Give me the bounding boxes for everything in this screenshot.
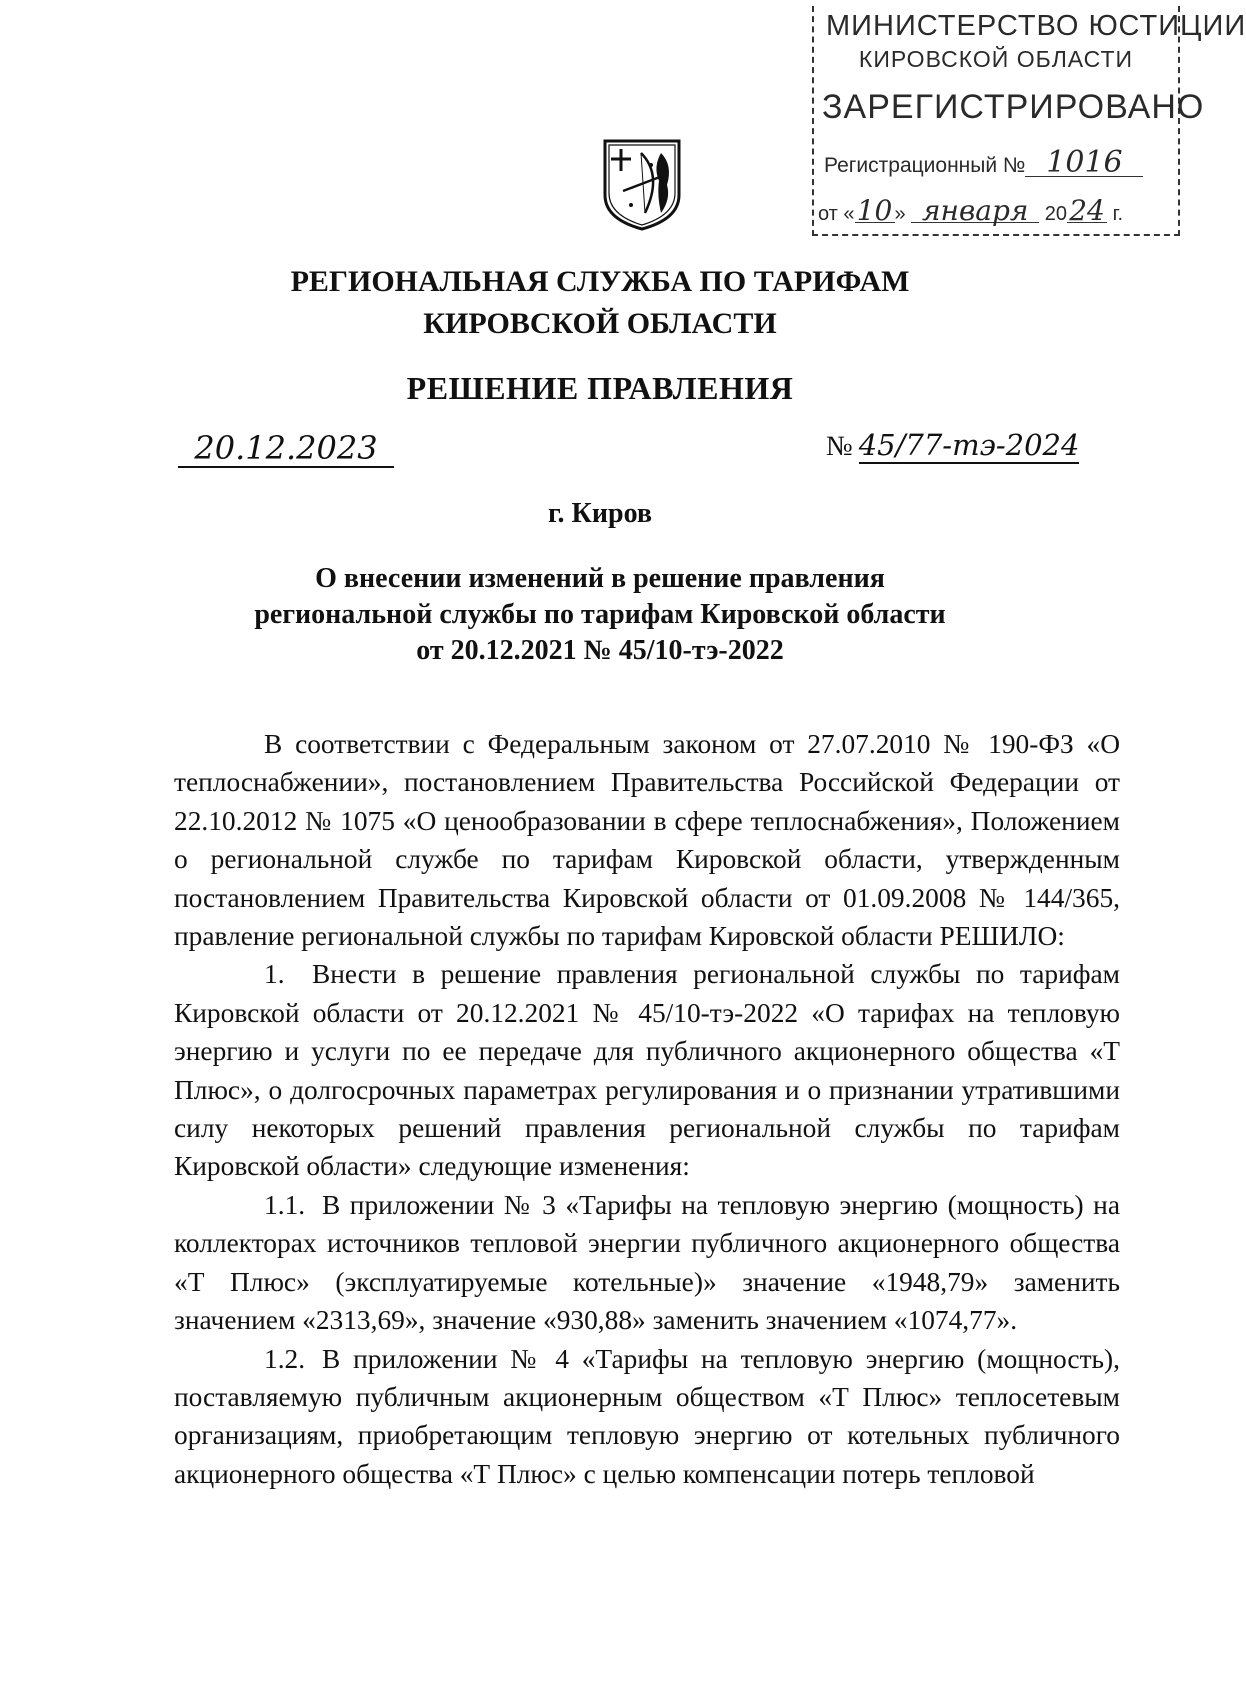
- item-1-paragraph: [174, 955, 1120, 1185]
- preamble-paragraph: В соответствии с Федеральным законом от 27.07.2010 № 190-ФЗ «О теплоснабжении», постановлением Правительства Российской Федерации от 22.10.2012 № 1075 «О ценообразовании в сфере теплоснабжения», Положением о региональной службе по тарифам Кировской области, утвержденным постановлением Правительства Кировской области от 01.09.2008 № 144/365, правление региональной службы по тарифам Кировской области РЕШИЛО:: [174, 729, 1120, 952]
- stamp-registration-line: [824, 145, 1143, 180]
- stamp-date-suffix: г.: [1112, 203, 1124, 225]
- stamp-date-year: 24: [1067, 200, 1107, 223]
- item-1-1-text: В приложении № 3 «Тарифы на тепловую энергию (мощность) на коллекторах источников тепловой энергии публичного акционерного общества «Т Плюс» (эксплуатируемые котельные)» значение «1948,79» заменить значением «2313,69», значение «930,88» заменить значением «1074,77».: [174, 1189, 1120, 1336]
- stamp-reg-number: 1016: [1025, 150, 1143, 177]
- document-date: 20.12.2023: [178, 430, 394, 468]
- document-number-label: №: [826, 431, 853, 462]
- registration-stamp: [812, 6, 1246, 236]
- stamp-date-mid: »: [894, 203, 906, 225]
- item-1-text: Внести в решение правления региональной службы по тарифам Кировской области от 20.12.2021 № 45/10-тэ-2022 «О тарифах на тепловую энергию и услуги по ее передаче для публичного акционерного общества «Т Плюс», о долгосрочных параметрах регулирования и о признании утратившими силу некоторых решений правления региональной службы по тарифам Кировской области» следующие изменения:: [174, 959, 1120, 1182]
- subject-line2: региональной службы по тарифам Кировской области: [254, 599, 946, 630]
- organization-name-line2: КИРОВСКОЙ ОБЛАСТИ: [423, 307, 777, 340]
- organization-name-line1: РЕГИОНАЛЬНАЯ СЛУЖБА ПО ТАРИФАМ: [290, 265, 910, 298]
- item-1-1-number: 1.1.: [264, 1189, 306, 1220]
- stamp-status: ЗАРЕГИСТРИРОВАНО: [822, 88, 1205, 126]
- subject-line3: от 20.12.2021 № 45/10-тэ-2022: [416, 635, 784, 666]
- item-1-2-number: 1.2.: [264, 1343, 306, 1374]
- item-1-1-paragraph: [174, 1186, 1120, 1340]
- stamp-date-prefix: от «: [818, 203, 855, 225]
- coat-of-arms-icon: [601, 135, 683, 233]
- stamp-date-day: 10: [855, 200, 895, 223]
- item-1-number: 1.: [264, 959, 285, 990]
- stamp-date-month: января: [911, 200, 1039, 223]
- stamp-date-line: [818, 194, 1124, 227]
- stamp-ministry: МИНИСТЕРСТВО ЮСТИЦИИ: [826, 10, 1246, 42]
- item-1-2-text: В приложении № 4 «Тарифы на тепловую энергию (мощность), поставляемую публичным акционерным обществом «Т Плюс» теплосетевым организациям, приобретающим тепловую энергию от котельных публичного акционерного общества «Т Плюс» с целью компенсации потерь тепловой: [174, 1343, 1120, 1489]
- subject-line1: О внесении изменений в решение правления: [315, 563, 885, 594]
- document-type: РЕШЕНИЕ ПРАВЛЕНИЯ: [406, 370, 794, 406]
- stamp-reg-label: Регистрационный №: [824, 154, 1026, 177]
- city: г. Киров: [548, 498, 652, 529]
- document-number-block: [826, 428, 1079, 463]
- stamp-date-year-prefix: 20: [1044, 203, 1068, 225]
- item-1-2-paragraph: [174, 1340, 1120, 1494]
- document-body: [174, 725, 1120, 1493]
- stamp-region: КИРОВСКОЙ ОБЛАСТИ: [858, 46, 1134, 72]
- document-number: 45/77-тэ-2024: [858, 428, 1080, 462]
